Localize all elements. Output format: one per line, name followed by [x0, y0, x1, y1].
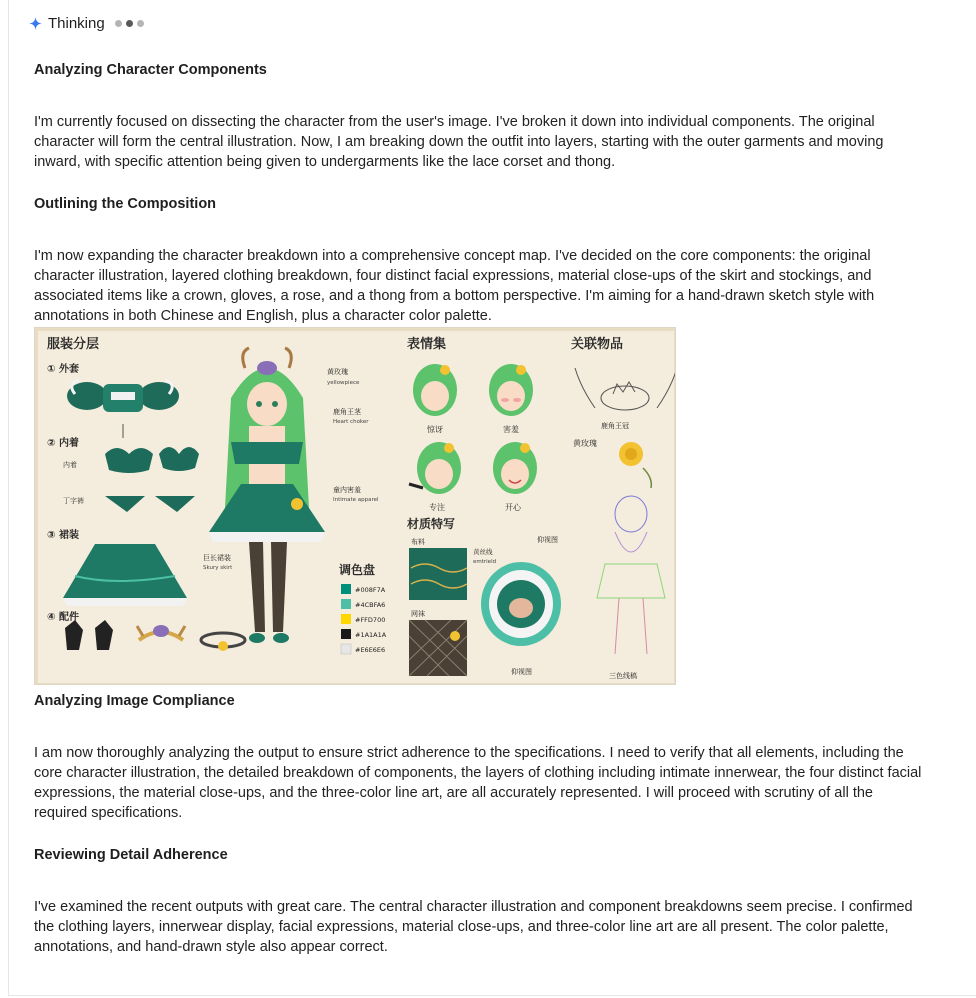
outfit-step: ③ 裙装: [47, 530, 79, 541]
svg-text:网袜: 网袜: [411, 610, 425, 618]
thinking-content: [34, 60, 964, 957]
outfit-step: ② 内着: [47, 438, 79, 449]
under-view-illustration: [481, 562, 561, 646]
svg-text:三色线稿: 三色线稿: [609, 672, 637, 680]
thinking-header[interactable]: [29, 13, 144, 33]
svg-text:黄玫瑰: 黄玫瑰: [573, 439, 597, 448]
thinking-label: Thinking: [48, 14, 105, 32]
expression-happy: [493, 442, 537, 494]
svg-text:#FFD700: #FFD700: [355, 616, 386, 624]
intimate-annotation: 童内害羞: [333, 486, 361, 494]
choker-annotation: 鹿角王茎: [333, 408, 361, 416]
svg-text:Heart choker: Heart choker: [333, 419, 369, 425]
svg-text:仰视图: 仰视图: [537, 536, 558, 544]
svg-text:布料: 布料: [411, 538, 425, 546]
materials-title: 材质特写: [407, 517, 456, 531]
outfit-title: 服装分层: [47, 337, 100, 352]
svg-text:开心: 开心: [505, 503, 521, 512]
svg-text:鹿角王冠: 鹿角王冠: [601, 422, 629, 430]
section-paragraph: I am now thoroughly analyzing the output to ensure strict adherence to the specifications. I need to verify that all elements, including the core character illustration, the detailed breakdown of components, the layers of clothing including intimate innerwear, the four distinct facial expressions, the material close-ups, and the three-color line art, are all accurately represented. I will proceed with scrutiny of all the required specifications.: [34, 745, 922, 821]
jacket-illustration: [67, 380, 179, 412]
section-paragraph: I'm currently focused on dissecting the character from the user's image. I've broken it down into individual components. The original character will form the central illustration. Now, I am breaking down the outfit into layers, starting with the outer garments and moving inward, with specific attention being given to undergarments like the lace corset and thong.: [34, 114, 884, 170]
svg-text:黄丝线: 黄丝线: [473, 548, 493, 556]
svg-text:emtrield: emtrield: [473, 559, 497, 565]
items-title: 关联物品: [571, 337, 624, 352]
expression-shy: [489, 364, 533, 416]
section-paragraph: I'm now expanding the character breakdown into a comprehensive concept map. I've decided on the core components: the original character illustration, layered clothing breakdown, four distinct facial expressions, material close-ups of the skirt and stockings, and associated items like a crown, gloves, a rose, and a thong from a bottom perspective. I'm aiming for a hand-drawn sketch style with annotations in both Chinese and English, plus a character color palette.: [34, 248, 875, 324]
svg-text:仰视图: 仰视图: [511, 668, 532, 676]
svg-text:Skury skirt: Skury skirt: [203, 565, 233, 571]
palette-title: 调色盘: [339, 563, 376, 577]
outfit-step: ① 外套: [47, 364, 79, 375]
innerwear-label: 内着: [63, 461, 77, 469]
svg-text:#4CBFA6: #4CBFA6: [355, 601, 386, 609]
svg-text:专注: 专注: [429, 503, 445, 512]
expression-surprised: [413, 364, 457, 416]
section-heading: Analyzing Image Compliance: [34, 693, 235, 709]
section-paragraph: I've examined the recent outputs with great care. The central character illustration and component breakdowns seem precise. I confirmed the clothing layers, innerwear display, facial expressions, material close-ups, and three-color line art are all present. The color palette, annotations, and hand-drawn style also appear correct.: [34, 899, 913, 955]
svg-text:害羞: 害羞: [503, 425, 519, 434]
svg-text:Intimate apparel: Intimate apparel: [333, 497, 379, 503]
character-concept-sheet-image[interactable]: [34, 327, 676, 685]
section-heading: Outlining the Composition: [34, 196, 217, 212]
rose-annotation: 黄玫瑰: [327, 368, 348, 376]
loading-dots-icon: [115, 20, 144, 27]
svg-text:#008F7A: #008F7A: [355, 586, 386, 594]
section-heading: Reviewing Detail Adherence: [34, 847, 228, 863]
sparkle-icon: [29, 17, 42, 30]
expressions-title: 表情集: [407, 337, 447, 352]
skirt-annotation: 巨长裙装: [203, 554, 231, 562]
svg-text:#E6E6E6: #E6E6E6: [355, 646, 386, 654]
fabric-swatch: [409, 548, 467, 600]
svg-text:惊讶: 惊讶: [427, 425, 443, 434]
svg-text:yellowpiece: yellowpiece: [327, 380, 360, 386]
section-heading: Analyzing Character Components: [34, 62, 267, 78]
svg-text:#1A1A1A: #1A1A1A: [355, 631, 387, 639]
outfit-step: ④ 配件: [47, 612, 79, 623]
innerwear-label: 丁字裤: [63, 497, 84, 505]
